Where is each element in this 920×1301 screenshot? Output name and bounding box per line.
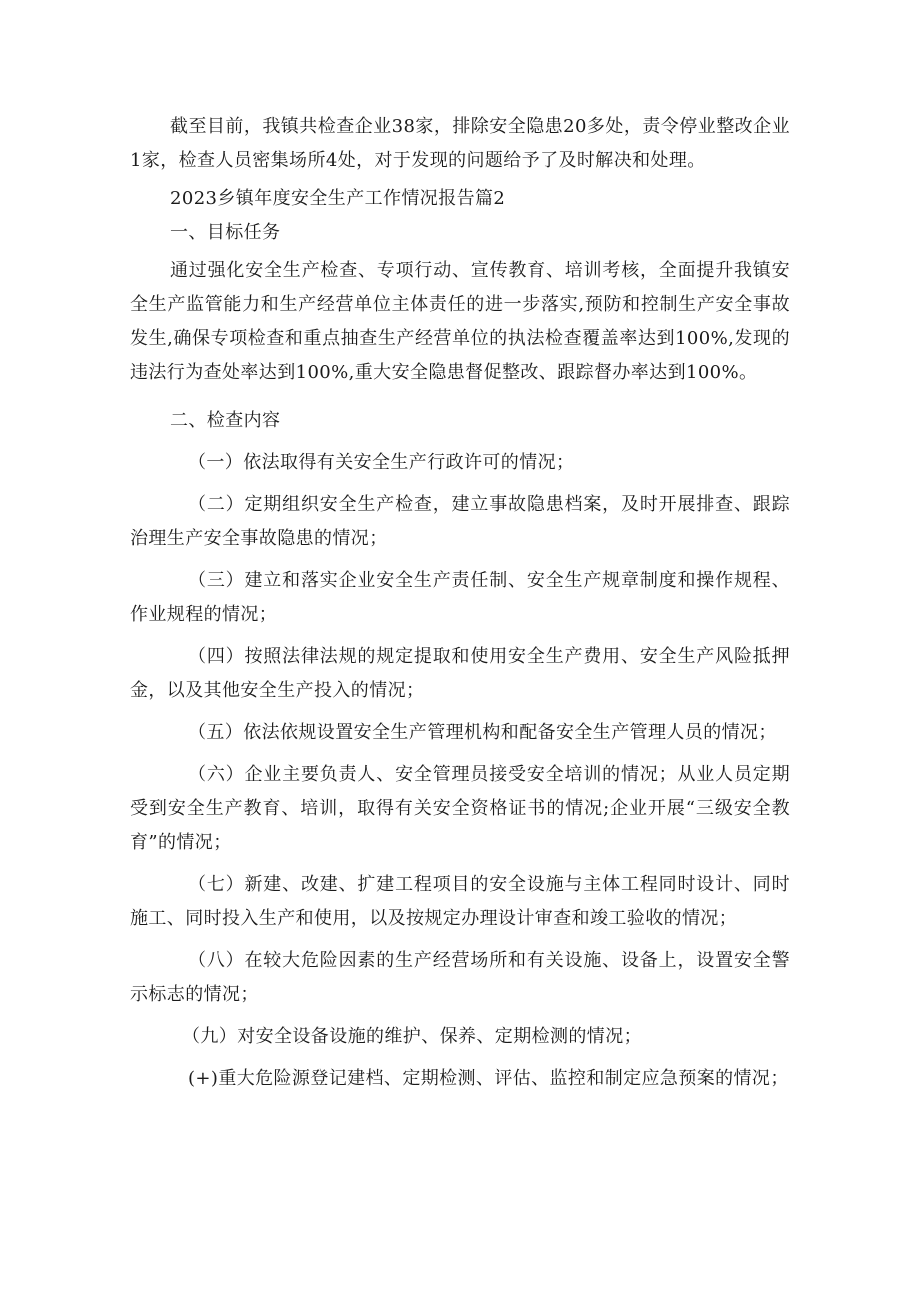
- inspection-item-5: （五）依法依规设置安全生产管理机构和配备安全生产管理人员的情况；: [188, 722, 777, 743]
- inspection-item-6: （六）企业主要负责人、安全管理员接受安全培训的情况；从业人员定期受到安全生产教育、培训，取得有关安全资格证书的情况;企业开展“三级安全教育”的情况；: [130, 764, 790, 853]
- inspection-item-7: （七）新建、改建、扩建工程项目的安全设施与主体工程同时设计、同时施工、同时投入生产和使用，以及按规定办理设计审查和竣工验收的情况；: [130, 874, 790, 929]
- inspection-item-2: （二）定期组织安全生产检查，建立事故隐患档案，及时开展排查、跟踪治理生产安全事故隐患的情况；: [130, 494, 790, 549]
- inspection-item-10: (+)重大危险源登记建档、定期检测、评估、监控和制定应急预案的情况；: [188, 1068, 789, 1089]
- inspection-item-1: （一）依法取得有关安全生产行政许可的情况；: [188, 452, 575, 473]
- inspection-item-3: （三）建立和落实企业安全生产责任制、安全生产规章制度和操作规程、作业规程的情况；: [130, 570, 790, 625]
- inspection-item-8: （八）在较大危险因素的生产经营场所和有关设施、设备上，设置安全警示标志的情况；: [130, 950, 790, 1005]
- inspection-item-4: （四）按照法律法规的规定提取和使用安全生产费用、安全生产风险抵押金，以及其他安全生产投入的情况；: [130, 646, 790, 701]
- document-body: [130, 110, 790, 1096]
- paragraph-summary: 截至目前，我镇共检查企业38家，排除安全隐患20多处，责令停业整改企业1家，检查人员密集场所4处，对于发现的问题给予了及时解决和处理。: [130, 116, 790, 171]
- section-heading-goals: 一、目标任务: [170, 222, 281, 243]
- paragraph-goals: 通过强化安全生产检查、专项行动、宣传教育、培训考核，全面提升我镇安全生产监管能力和生产经营单位主体责任的进一步落实,预防和控制生产安全事故发生,确保专项检查和重点抽查生产经营单位的执法检查覆盖率达到100%,发现的违法行为查处率达到100%,重大安全隐患督促整改、跟踪督办率达到100%。: [130, 260, 790, 383]
- section-heading-inspection: 二、检查内容: [170, 410, 281, 431]
- report-title: 2023乡镇年度安全生产工作情况报告篇2: [170, 188, 506, 209]
- inspection-item-9: （九）对安全设备设施的维护、保养、定期检测的情况；: [182, 1026, 642, 1047]
